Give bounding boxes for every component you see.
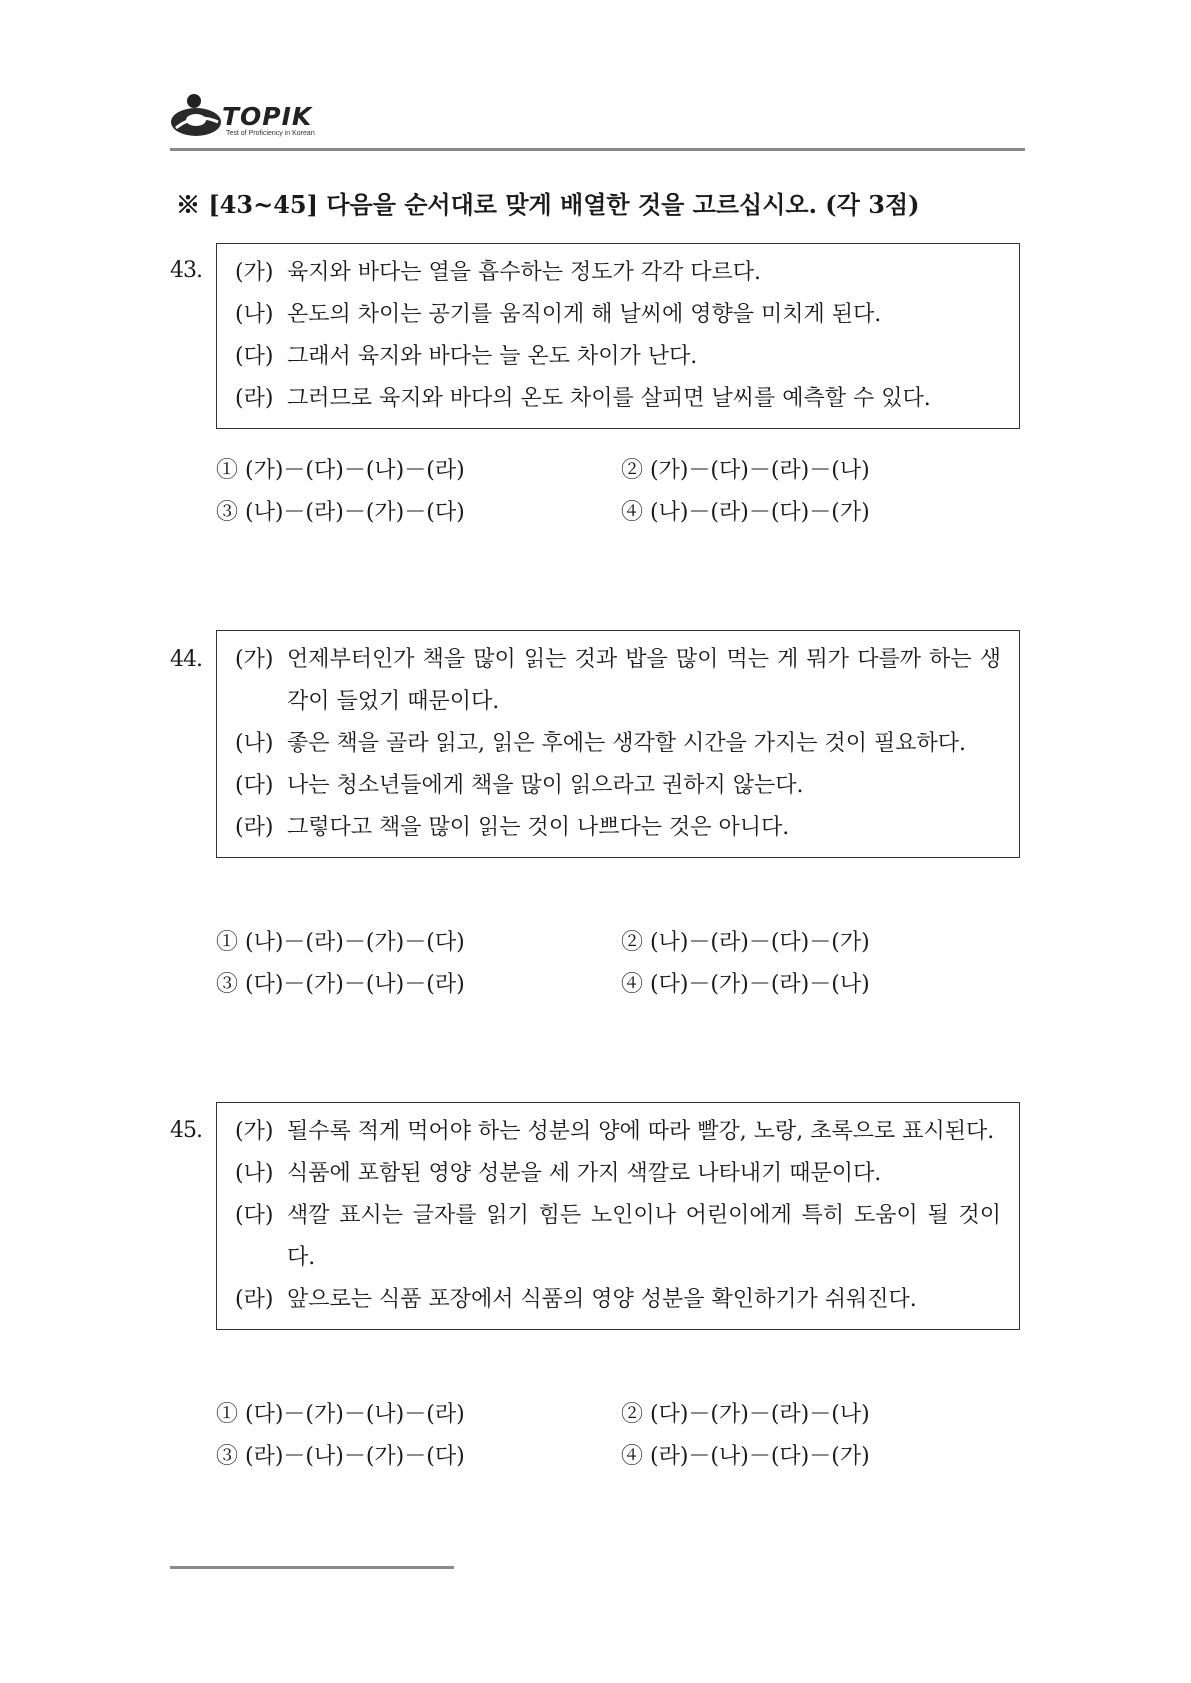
answer-options-43: [216, 452, 1026, 532]
footer-divider: [170, 1566, 454, 1569]
item-label: (라): [235, 1287, 274, 1312]
answer-option-3[interactable]: ③ (다)－(가)－(나)－(라): [216, 972, 465, 997]
item-text: 육지와 바다는 열을 흡수하는 정도가 각각 다르다.: [287, 260, 761, 285]
item-label: (다): [235, 1203, 274, 1228]
item-text: 나는 청소년들에게 책을 많이 읽으라고 권하지 않는다.: [287, 773, 804, 798]
item-text: 그렇다고 책을 많이 읽는 것이 나쁘다는 것은 아니다.: [287, 815, 790, 840]
question-box-45: [216, 1102, 1020, 1330]
item-text: 색깔 표시는 글자를 읽기 힘든 노인이나 어린이에게 특히 도움이 될 것이다.: [287, 1203, 1001, 1270]
answer-option-3[interactable]: ③ (나)－(라)－(가)－(다): [216, 500, 465, 525]
passage-item: [235, 639, 1001, 723]
passage-item: [235, 1195, 1001, 1279]
item-label: (가): [235, 647, 274, 672]
item-label: (나): [235, 302, 274, 327]
question-box-43: [216, 243, 1020, 429]
header-divider: [170, 148, 1025, 151]
item-label: (다): [235, 344, 274, 369]
item-label: (라): [235, 386, 274, 411]
item-text: 좋은 책을 골라 읽고, 읽은 후에는 생각할 시간을 가지는 것이 필요하다.: [287, 731, 966, 756]
passage-item: [235, 1111, 1001, 1153]
passage-item: [235, 765, 1001, 807]
answer-option-4[interactable]: ④ (나)－(라)－(다)－(가): [621, 500, 870, 525]
item-text: 온도의 차이는 공기를 움직이게 해 날씨에 영향을 미치게 된다.: [287, 302, 882, 327]
logo-subtitle: Test of Proficiency in Korean: [226, 130, 315, 137]
answer-option-2[interactable]: ② (나)－(라)－(다)－(가): [621, 930, 870, 955]
passage-item: [235, 252, 1001, 294]
question-number-43: 43.: [170, 258, 202, 283]
question-number-45: 45.: [170, 1118, 202, 1143]
answer-option-4[interactable]: ④ (라)－(나)－(다)－(가): [621, 1444, 870, 1469]
passage-item: [235, 1279, 1001, 1321]
answer-options-45: [216, 1396, 1026, 1476]
item-text: 될수록 적게 먹어야 하는 성분의 양에 따라 빨강, 노랑, 초록으로 표시된다.: [287, 1119, 995, 1144]
item-text: 그래서 육지와 바다는 늘 온도 차이가 난다.: [287, 344, 698, 369]
answer-option-4[interactable]: ④ (다)－(가)－(라)－(나): [621, 972, 870, 997]
answer-option-3[interactable]: ③ (라)－(나)－(가)－(다): [216, 1444, 465, 1469]
answer-option-1[interactable]: ① (나)－(라)－(가)－(다): [216, 930, 465, 955]
section-instruction: ※ [43~45] 다음을 순서대로 맞게 배열한 것을 고르십시오. (각 3점): [176, 190, 920, 219]
passage-item: [235, 723, 1001, 765]
answer-option-1[interactable]: ① (다)－(가)－(나)－(라): [216, 1402, 465, 1427]
item-label: (가): [235, 260, 274, 285]
answer-options-44: [216, 924, 1026, 1004]
question-box-44: [216, 630, 1020, 858]
passage-item: [235, 294, 1001, 336]
question-number-44: 44.: [170, 647, 202, 672]
passage-item: [235, 807, 1001, 849]
item-label: (라): [235, 815, 274, 840]
topik-logo: [170, 92, 320, 144]
answer-option-2[interactable]: ② (가)－(다)－(라)－(나): [621, 458, 870, 483]
item-text: 식품에 포함된 영양 성분을 세 가지 색깔로 나타내기 때문이다.: [287, 1161, 882, 1186]
item-text: 그러므로 육지와 바다의 온도 차이를 살피면 날씨를 예측할 수 있다.: [287, 386, 931, 411]
item-label: (가): [235, 1119, 274, 1144]
item-label: (다): [235, 773, 274, 798]
passage-item: [235, 1153, 1001, 1195]
item-text: 앞으로는 식품 포장에서 식품의 영양 성분을 확인하기가 쉬워진다.: [287, 1287, 917, 1312]
answer-option-1[interactable]: ① (가)－(다)－(나)－(라): [216, 458, 465, 483]
logo-wordmark: TOPIK: [222, 102, 313, 131]
answer-option-2[interactable]: ② (다)－(가)－(라)－(나): [621, 1402, 870, 1427]
item-label: (나): [235, 731, 274, 756]
passage-item: [235, 336, 1001, 378]
item-label: (나): [235, 1161, 274, 1186]
topik-emblem-icon: [170, 92, 226, 144]
passage-item: [235, 378, 1001, 420]
item-text: 언제부터인가 책을 많이 읽는 것과 밥을 많이 먹는 게 뭐가 다를까 하는 생각이 들었기 때문이다.: [287, 647, 1001, 714]
